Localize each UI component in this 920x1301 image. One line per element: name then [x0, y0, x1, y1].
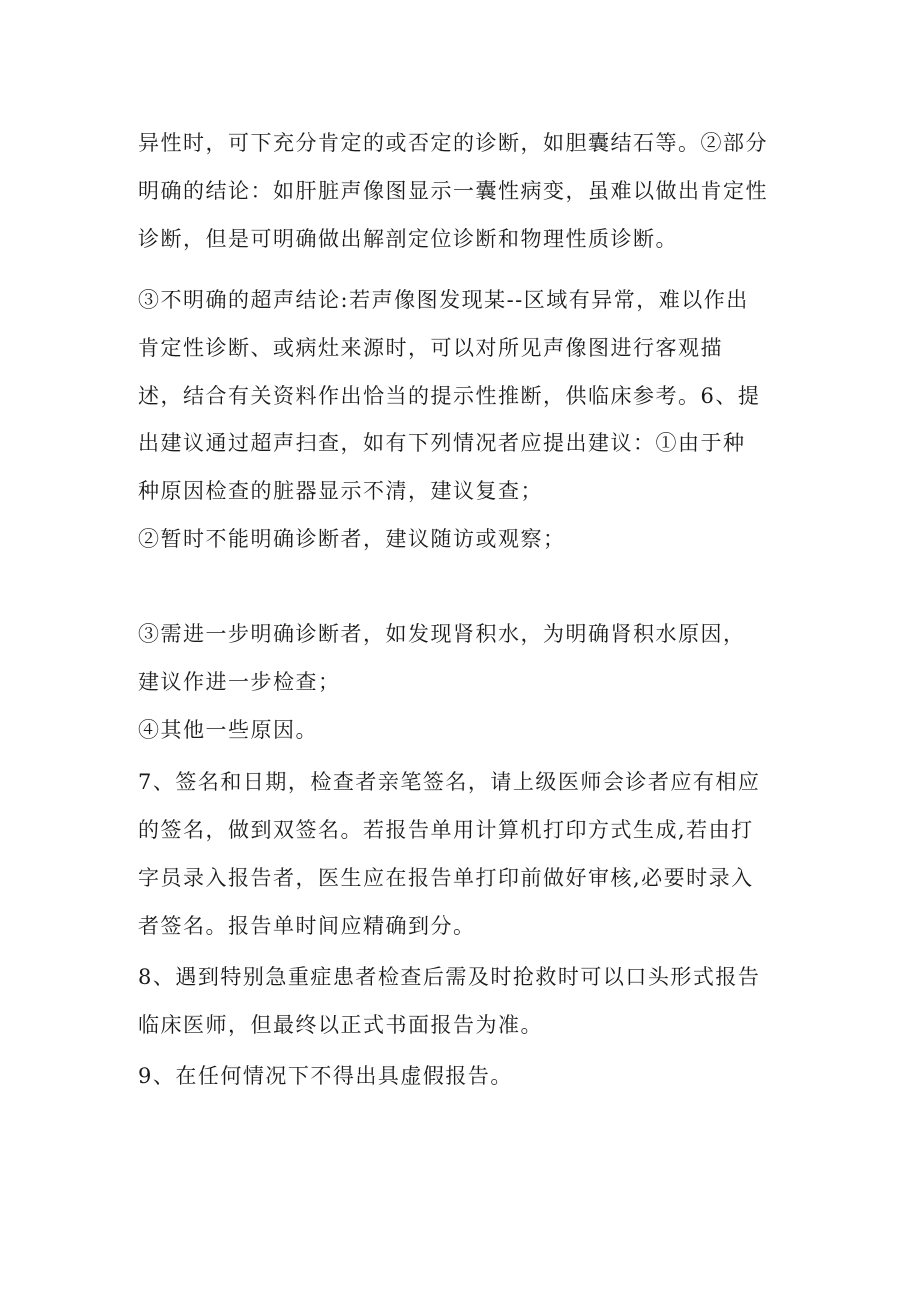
text-line: 8、遇到特别急重症患者检查后需及时抢救时可以口头形式报告: [138, 965, 761, 989]
text-line: 肯定性诊断、或病灶来源时，可以对所见声像图进行客观描: [138, 336, 723, 360]
text-line: ③需进一步明确诊断者，如发现肾积水，为明确肾积水原因，: [138, 622, 746, 646]
text-line: 7、签名和日期，检查者亲笔签名，请上级医师会诊者应有相应: [138, 770, 761, 794]
text-line: 述，结合有关资料作出恰当的提示性推断，供临床参考。6、提: [138, 384, 761, 408]
text-line: 9、在任何情况下不得出具虚假报告。: [138, 1064, 513, 1088]
text-line: 异性时，可下充分肯定的或否定的诊断，如胆囊结石等。②部分: [138, 131, 768, 155]
text-line: 建议作进一步检查；: [138, 670, 341, 694]
text-line: 种原因检查的脏器显示不清，建议复查；: [138, 479, 543, 503]
text-line: 者签名。报告单时间应精确到分。: [138, 914, 476, 938]
text-line: ②暂时不能明确诊断者，建议随访或观察；: [138, 527, 566, 551]
text-line: 的签名，做到双签名。若报告单用计算机打印方式生成,若由打: [138, 818, 754, 842]
text-line: 字员录入报告者，医生应在报告单打印前做好审核,必要时录入: [138, 866, 754, 890]
text-line: 明确的结论：如肝脏声像图显示一囊性病变，虽难以做出肯定性: [138, 179, 768, 203]
text-line: 临床医师，但最终以正式书面报告为准。: [138, 1013, 543, 1037]
text-line: 出建议通过超声扫查，如有下列情况者应提出建议：①由于种: [138, 431, 746, 455]
text-line: 诊断，但是可明确做出解剖定位诊断和物理性质诊断。: [138, 227, 678, 251]
text-line: ③不明确的超声结论:若声像图发现某--区域有异常，难以作出: [138, 288, 749, 312]
text-line: ④其他一些原因。: [138, 718, 318, 742]
